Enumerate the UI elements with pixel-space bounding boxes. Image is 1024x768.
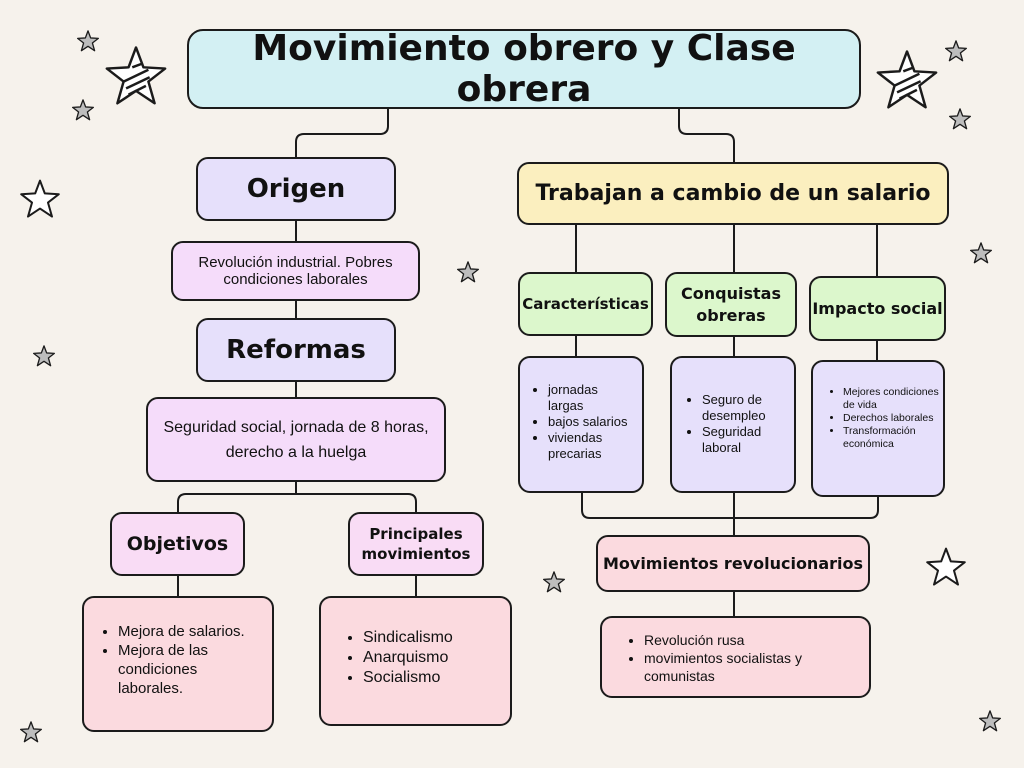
list-item: • Revolución rusa [644,631,859,649]
conquistas-list [682,392,788,456]
star-icon [979,710,1001,732]
principales-title: Principales movimientos [361,525,471,563]
reformas-title: Reformas [226,335,366,365]
conquistas-list-box [670,356,796,493]
list-item: • Derechos laborales [843,412,939,425]
reformas-box [196,318,396,382]
caracteristicas-title: Características [522,295,649,313]
origen-box [196,157,396,221]
objetivos-title: Objetivos [126,533,229,555]
list-item: • Socialismo [363,668,500,688]
star-icon [949,108,971,130]
star-icon [20,721,42,743]
reformas-text-box [146,397,446,482]
star-icon [72,99,94,121]
principales-list [343,628,500,688]
list-item: • Anarquismo [363,648,500,668]
list-item: • Mejores condiciones de vida [843,386,939,412]
star-icon [970,242,992,264]
impacto-box [809,276,946,341]
star-icon [457,261,479,283]
conquistas-title: Conquistas obreras [681,283,781,325]
principales-box [348,512,484,576]
impacto-list-box [811,360,945,497]
star-icon [543,571,565,593]
star-icon [77,30,99,52]
reformas-text: Seguridad social, jornada de 8 horas, derecho a la huelga [163,418,429,461]
objetivos-box [110,512,245,576]
trabajan-title: Trabajan a cambio de un salario [535,181,931,206]
connector-title-trabajan [679,108,734,162]
impacto-title: Impacto social [812,299,943,318]
list-item: • Transformación económica [843,425,939,451]
star-icon [876,48,938,112]
list-item: • jornadas largas [548,382,636,414]
connector-branch-objetivos [178,494,296,512]
origen-text-box [171,241,420,301]
star-icon [945,40,967,62]
caracteristicas-box [518,272,653,336]
list-item: • Seguridad laboral [702,424,788,456]
list-item: • Mejora de salarios. [118,622,262,641]
impacto-list [823,386,939,451]
list-item: • viviendas precarias [548,430,636,462]
revolucionarios-list [624,631,859,685]
conquistas-box [665,272,797,337]
star-icon [33,345,55,367]
list-item: • Mejora de las condiciones laborales. [118,641,262,698]
star-icon [105,44,167,108]
list-item: • Seguro de desempleo [702,392,788,424]
caracteristicas-list [528,382,636,462]
origen-text: Revolución industrial. Pobres condiciones laborales [198,254,393,288]
list-item: • movimientos socialistas y comunistas [644,649,859,685]
list-item: • Sindicalismo [363,628,500,648]
main-title-box [187,29,861,109]
revolucionarios-box [596,535,870,592]
revolucionarios-title: Movimientos revolucionarios [602,554,864,573]
list-item: • bajos salarios [548,414,636,430]
trabajan-box [517,162,949,225]
connector-title-origen [296,108,388,157]
objetivos-list-box [82,596,274,732]
star-icon [926,543,966,591]
origen-title: Origen [246,174,346,204]
main-title: Movimiento obrero y Clase obrera [252,28,796,110]
star-icon [20,176,60,222]
principales-list-box [319,596,512,726]
caracteristicas-list-box [518,356,644,493]
connector-branch-principales [296,494,416,512]
revolucionarios-list-box [600,616,871,698]
objetivos-list [98,622,262,698]
